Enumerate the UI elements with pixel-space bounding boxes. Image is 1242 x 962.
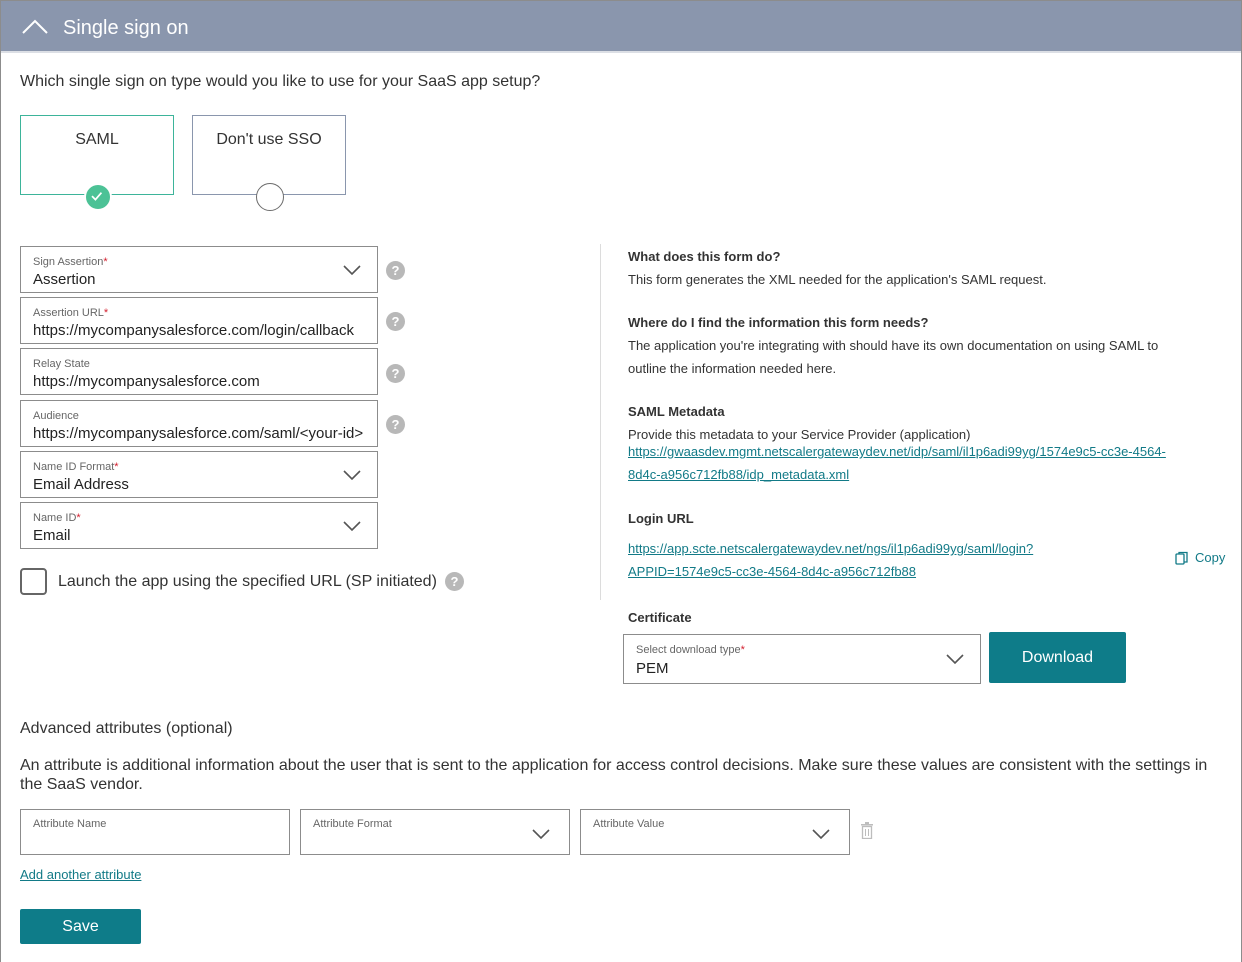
help-icon[interactable]: ?	[445, 572, 464, 591]
audience-field[interactable]	[20, 400, 378, 447]
attribute-value-label: Attribute Value	[593, 818, 665, 830]
certificate-title: Certificate	[628, 610, 692, 625]
chevron-down-icon	[343, 265, 361, 276]
name-id-value: Email	[33, 527, 71, 544]
metadata-link-line-2[interactable]: 8d4c-a956c712fb88/idp_metadata.xml	[628, 467, 850, 482]
section-header[interactable]	[1, 1, 1241, 53]
metadata-title: SAML Metadata	[628, 404, 725, 419]
attribute-format-select[interactable]	[300, 809, 570, 855]
sso-option-saml[interactable]	[20, 115, 174, 195]
relay-state-value[interactable]: https://mycompanysalesforce.com	[33, 373, 260, 390]
required-marker: *	[740, 644, 745, 656]
required-marker: *	[103, 307, 109, 319]
name-id-select[interactable]	[20, 502, 378, 549]
required-marker: *	[76, 512, 81, 524]
what-title: What does this form do?	[628, 249, 781, 264]
login-url-title: Login URL	[628, 511, 694, 526]
help-icon[interactable]: ?	[386, 312, 405, 331]
chevron-down-icon	[946, 654, 964, 665]
login-url-link-line-2[interactable]: APPID=1574e9c5-cc3e-4564-8d4c-a956c712fb88	[628, 564, 917, 579]
column-divider	[600, 244, 601, 600]
sign-assertion-value: Assertion	[33, 271, 96, 288]
audience-label: Audience	[33, 410, 79, 422]
metadata-text: Provide this metadata to your Service Provider (application)	[628, 427, 971, 442]
checkmark-icon	[84, 183, 112, 211]
sso-type-question: Which single sign on type would you like to use for your SaaS app setup?	[20, 73, 541, 90]
where-title: Where do I find the information this form needs?	[628, 315, 929, 330]
chevron-down-icon	[812, 829, 830, 840]
sp-initiated-label: Launch the app using the specified URL (SP initiated)	[58, 573, 437, 590]
name-id-label: Name ID	[33, 512, 77, 524]
sign-assertion-select[interactable]	[20, 246, 378, 293]
copy-icon	[1175, 551, 1189, 566]
name-id-format-label: Name ID Format	[33, 461, 115, 473]
assertion-url-label: Assertion URL	[33, 307, 104, 319]
attribute-name-label: Attribute Name	[33, 818, 107, 830]
assertion-url-value[interactable]: https://mycompanysalesforce.com/login/callback	[33, 322, 354, 339]
attribute-value-select[interactable]	[580, 809, 850, 855]
name-id-format-select[interactable]	[20, 451, 378, 498]
login-url-link-line-1[interactable]: https://app.scte.netscalergatewaydev.net/ngs/il1p6adi99yg/saml/login?	[628, 541, 1034, 556]
metadata-link-line-1[interactable]: https://gwaasdev.mgmt.netscalergatewaydev.net/idp/saml/il1p6adi99yg/1574e9c5-cc3e-4564-	[628, 444, 1166, 459]
advanced-attributes-title: Advanced attributes (optional)	[20, 720, 233, 737]
sign-assertion-label: Sign Assertion	[33, 256, 104, 268]
chevron-down-icon	[343, 521, 361, 532]
sso-option-label: Don't use SSO	[216, 131, 322, 148]
where-text-line-1: The application you're integrating with should have its own documentation on using SAML to	[628, 338, 1159, 353]
save-button[interactable]: Save	[20, 909, 141, 944]
chevron-down-icon	[343, 470, 361, 481]
sso-option-label: SAML	[75, 131, 119, 148]
chevron-down-icon	[532, 829, 550, 840]
required-marker: *	[103, 256, 108, 268]
copy-label: Copy	[1195, 550, 1226, 565]
attribute-format-label: Attribute Format	[313, 818, 392, 830]
help-icon[interactable]: ?	[386, 364, 405, 383]
required-marker: *	[114, 461, 119, 473]
section-title: Single sign on	[63, 17, 189, 39]
attribute-name-field[interactable]	[20, 809, 290, 855]
download-type-label: Select download type	[636, 644, 741, 656]
help-icon[interactable]: ?	[386, 415, 405, 434]
sp-initiated-checkbox[interactable]	[20, 568, 47, 595]
download-type-value: PEM	[636, 660, 669, 677]
what-text: This form generates the XML needed for the application's SAML request.	[628, 272, 1047, 287]
name-id-format-value: Email Address	[33, 476, 129, 493]
download-button[interactable]: Download	[989, 632, 1126, 683]
add-attribute-link[interactable]: Add another attribute	[20, 867, 142, 882]
advanced-attributes-description: An attribute is additional information about the user that is sent to the application for access control decisions. Make sure these values are consistent with the settings in the SaaS vendor.	[20, 757, 1208, 793]
assertion-url-field[interactable]	[20, 297, 378, 344]
relay-state-label: Relay State	[33, 358, 90, 370]
radio-empty-icon	[256, 183, 284, 211]
help-icon[interactable]: ?	[386, 261, 405, 280]
trash-icon[interactable]	[860, 822, 874, 839]
download-type-select[interactable]	[623, 634, 981, 684]
chevron-up-icon[interactable]	[21, 17, 49, 35]
audience-value[interactable]: https://mycompanysalesforce.com/saml/<your-id>	[33, 425, 363, 442]
relay-state-field[interactable]	[20, 348, 378, 395]
where-text-line-2: outline the information needed here.	[628, 361, 837, 376]
sso-option-none[interactable]	[192, 115, 346, 195]
